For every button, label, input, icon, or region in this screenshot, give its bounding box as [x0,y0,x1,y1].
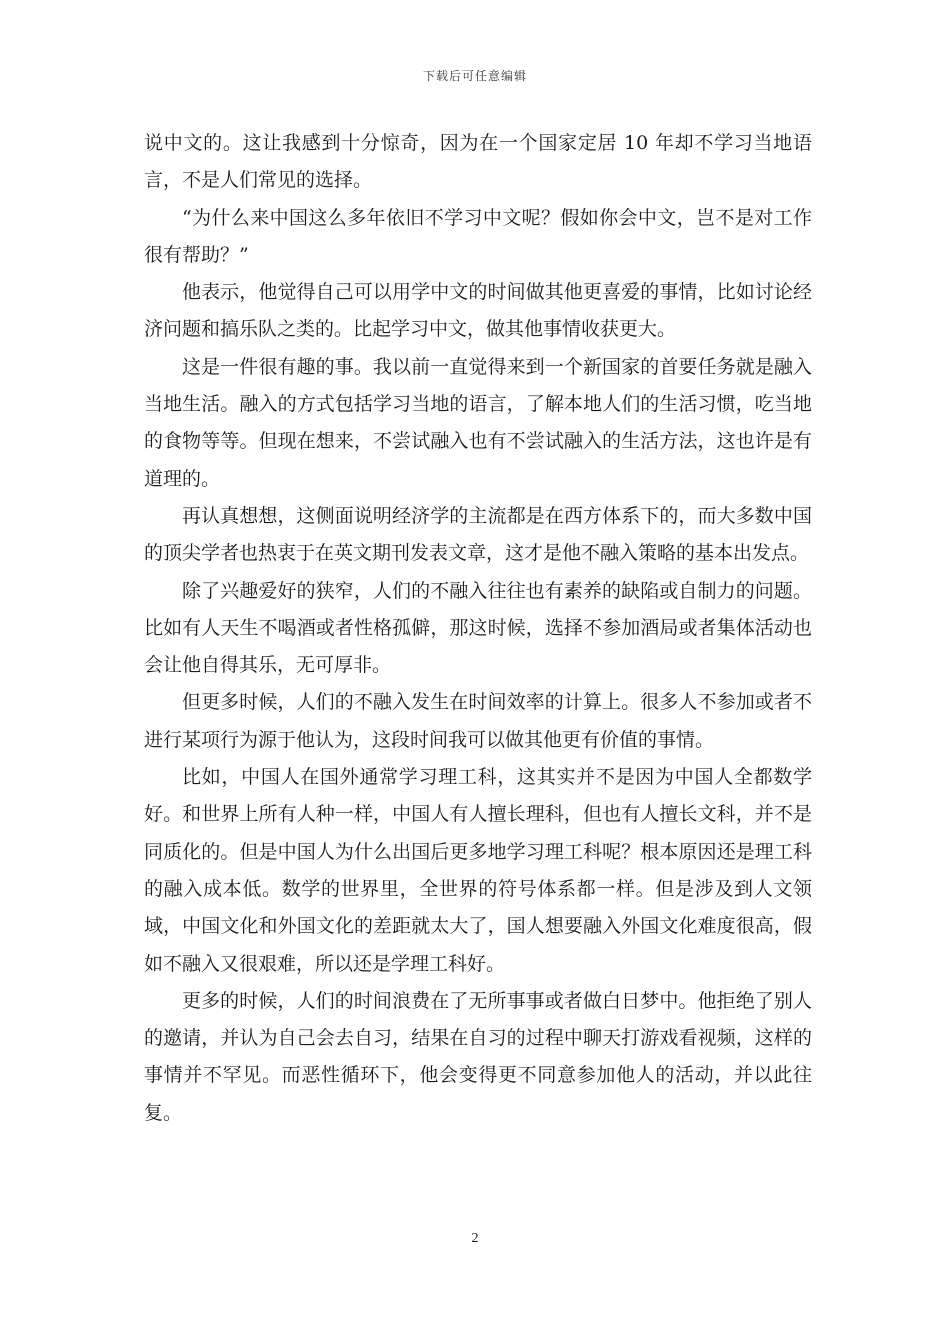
paragraph: “为什么来中国这么多年依旧不学习中文呢？假如你会中文，岂不是对工作很有帮助？” [144,206,812,266]
document-body [144,125,812,1132]
page-number: 2 [471,1231,479,1246]
paragraph: 比如，中国人在国外通常学习理工科，这其实并不是因为中国人全都数学好。和世界上所有人种一样，中国人有人擅长理科，但也有人擅长文科，并不是同质化的。但是中国人为什么出国后更多地学习理工科呢？根本原因还是理工科的融入成本低。数学的世界里，全世界的符号体系都一样。但是涉及到人文领域，中国文化和外国文化的差距就太大了，国人想要融入外国文化难度很高，假如不融入又很艰难，所以还是学理工科好。 [144,766,812,975]
paragraph: 说中文的。这让我感到十分惊奇，因为在一个国家定居 10 年却不学习当地语言，不是人们常见的选择。 [144,132,812,192]
paragraph: 更多的时候，人们的时间浪费在了无所事事或者做白日梦中。他拒绝了别人的邀请，并认为自己会去自习，结果在自习的过程中聊天打游戏看视频，这样的事情并不罕见。而恶性循环下，他会变得更不同意参加他人的活动，并以此往复。 [144,989,812,1124]
paragraph: 再认真想想，这侧面说明经济学的主流都是在西方体系下的，而大多数中国的顶尖学者也热衷于在英文期刊发表文章，这才是他不融入策略的基本出发点。 [144,504,812,565]
page-header: 下载后可任意编辑 [422,69,527,83]
paragraph: 他表示，他觉得自己可以用学中文的时间做其他更喜爱的事情，比如讨论经济问题和搞乐队之类的。比起学习中文，做其他事情收获更大。 [144,281,812,341]
paragraph: 除了兴趣爱好的狭窄，人们的不融入往往也有素养的缺陷或自制力的问题。比如有人天生不喝酒或者性格孤僻，那这时候，选择不参加酒局或者集体活动也会让他自得其乐，无可厚非。 [144,579,812,677]
paragraph: 但更多时候，人们的不融入发生在时间效率的计算上。很多人不参加或者不进行某项行为源于他认为，这段时间我可以做其他更有价值的事情。 [144,691,812,751]
paragraph: 这是一件很有趣的事。我以前一直觉得来到一个新国家的首要任务就是融入当地生活。融入的方式包括学习当地的语言，了解本地人们的生活习惯，吃当地的食物等等。但现在想来，不尝试融入也有不尝试融入的生活方法，这也许是有道理的。 [144,355,812,490]
